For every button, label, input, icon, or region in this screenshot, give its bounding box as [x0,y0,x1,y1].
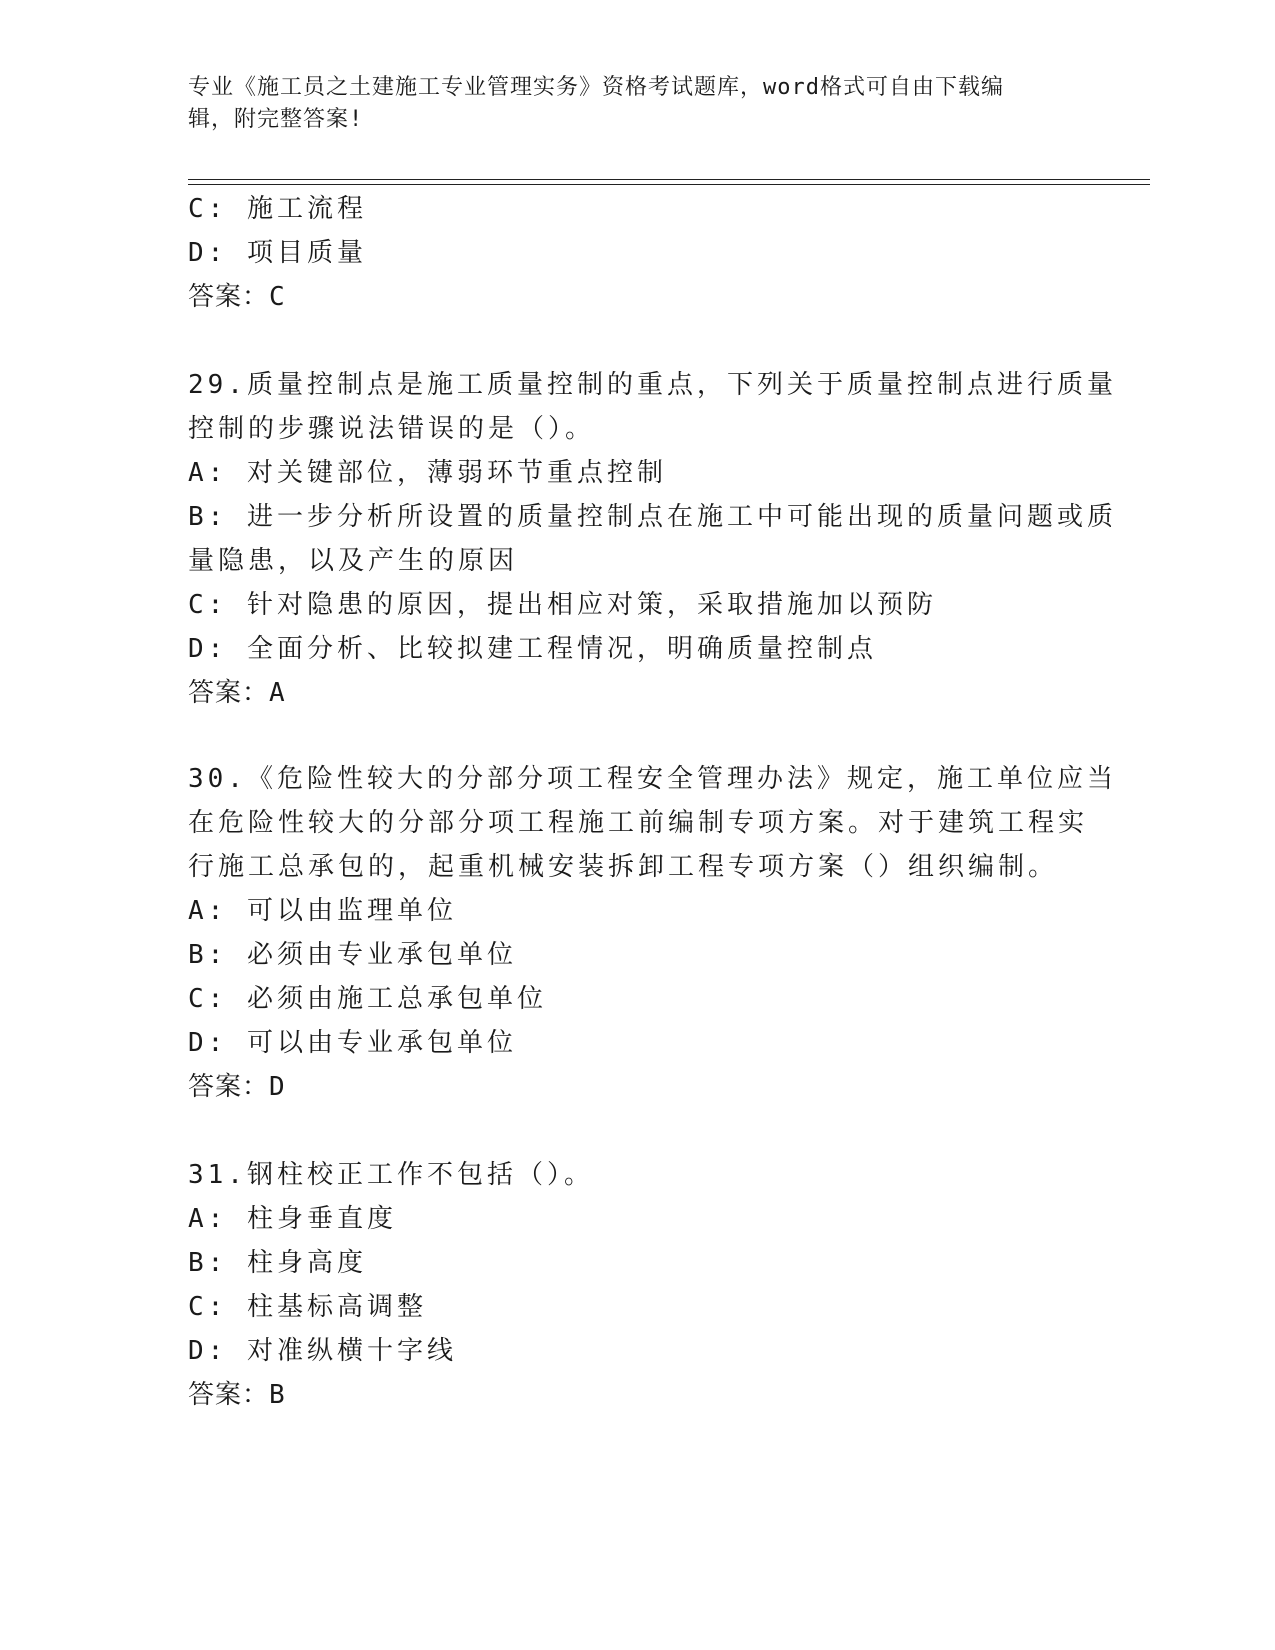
q29-stem-line-2: 控制的步骤说法错误的是（）。 [188,414,596,444]
q29-answer: 答案：A [188,678,286,708]
q30-option-d: D: 可以由专业承包单位 [188,1028,517,1058]
q30-stem-line-2: 在危险性较大的分部分项工程施工前编制专项方案。对于建筑工程实 [188,808,1089,838]
q29-option-b-line-2: 量隐患，以及产生的原因 [188,546,519,576]
q31-option-c: C: 柱基标高调整 [188,1292,427,1322]
q28-option-d: D: 项目质量 [188,238,367,268]
header-line-2: 辑，附完整答案! [188,107,364,132]
q30-option-a: A: 可以由监理单位 [188,896,457,926]
q28-option-c: C: 施工流程 [188,194,367,224]
q29-option-b-line-1: B: 进一步分析所设置的质量控制点在施工中可能出现的质量问题或质 [188,502,1117,532]
q30-option-c: C: 必须由施工总承包单位 [188,984,547,1014]
q30-stem-line-3: 行施工总承包的，起重机械安装拆卸工程专项方案（）组织编制。 [188,852,1059,882]
q31-answer: 答案：B [188,1380,286,1410]
q30-option-b: B: 必须由专业承包单位 [188,940,517,970]
q31-option-b: B: 柱身高度 [188,1248,367,1278]
q28-answer: 答案：C [188,282,286,312]
q30-answer: 答案：D [188,1072,286,1102]
q30-stem-line-1: 30.《危险性较大的分部分项工程安全管理办法》规定，施工单位应当 [188,764,1117,794]
q29-option-a: A: 对关键部位，薄弱环节重点控制 [188,458,667,488]
document-header [188,72,1068,136]
header-rule-bottom [188,184,1150,185]
q29-stem-line-1: 29.质量控制点是施工质量控制的重点，下列关于质量控制点进行质量 [188,370,1117,400]
header-line-1: 专业《施工员之土建施工专业管理实务》资格考试题库，word格式可自由下载编 [188,75,1004,100]
q31-option-a: A: 柱身垂直度 [188,1204,397,1234]
header-rule-top [188,179,1150,180]
q31-option-d: D: 对准纵横十字线 [188,1336,457,1366]
q29-option-d: D: 全面分析、比较拟建工程情况，明确质量控制点 [188,634,877,664]
q29-option-c: C: 针对隐患的原因，提出相应对策，采取措施加以预防 [188,590,937,620]
q31-stem-line-1: 31.钢柱校正工作不包括（）。 [188,1160,594,1190]
